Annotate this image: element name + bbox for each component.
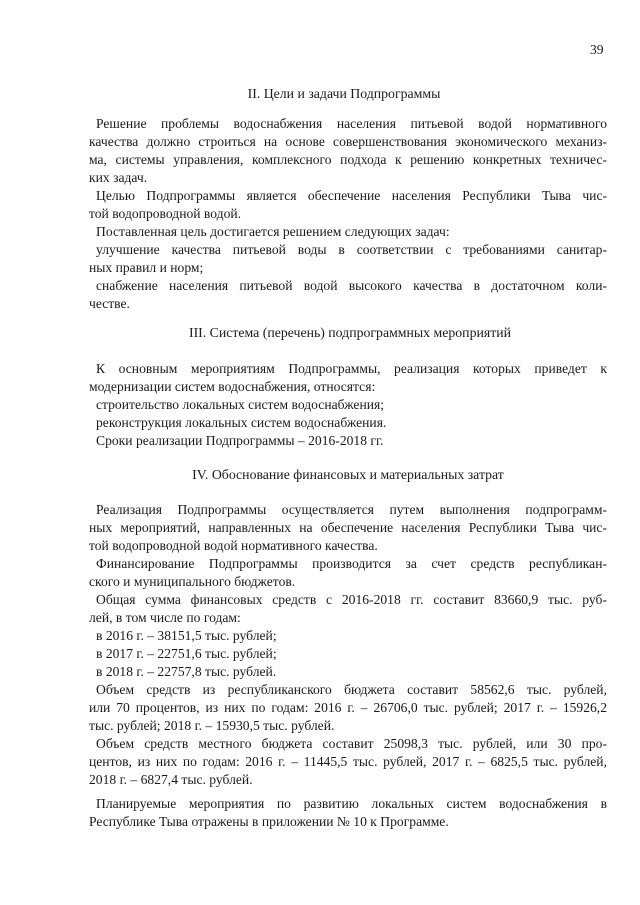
paragraph-line: той водопроводной водой. [89,206,242,221]
paragraph-line: Целью Подпрограммы является обеспечение населения Республики Тыва чис- [96,188,607,203]
paragraph-line: Объем средств из республиканского бюджета составит 58562,6 тыс. рублей, [96,682,607,697]
paragraph-line: ского и муниципального бюджетов. [89,574,296,589]
paragraph-line: Планируемые мероприятия по развитию локальных систем водоснабжения в [96,796,607,811]
paragraph-line: ма, системы управления, комплексного подхода к решению конкретных техничес- [89,152,607,167]
paragraph-line: той водопроводной водой нормативного качества. [89,538,378,553]
paragraph-line: или 70 процентов, из них по годам: 2016 г. – 26706,0 тыс. рублей; 2017 г. – 15926,2 [89,700,607,715]
paragraph-line: в 2018 г. – 22757,8 тыс. рублей. [96,664,277,679]
paragraph-line: ких задач. [89,170,148,185]
paragraph-line: честве. [89,296,130,311]
paragraph-line: в 2016 г. – 38151,5 тыс. рублей; [96,628,277,643]
section-heading-goals: II. Цели и задачи Подпрограммы [247,86,441,101]
paragraph-line: Решение проблемы водоснабжения населения питьевой водой нормативного [96,116,607,131]
paragraph-line: Финансирование Подпрограммы производится за счет средств республикан- [96,556,607,571]
section-heading-financing: IV. Обоснование финансовых и материальных затрат [192,467,504,482]
paragraph-line: качества должно строиться на основе совершенствования экономического механиз- [89,134,607,149]
paragraph-line: 2018 г. – 6827,4 тыс. рублей. [89,772,253,787]
paragraph-line: строительство локальных систем водоснабжения; [96,397,385,412]
paragraph-line: ных мероприятий, направленных на обеспечение населения Республики Тыва чис- [89,520,607,535]
paragraph-line: ных правил и норм; [89,260,204,275]
paragraph-line: тыс. рублей; 2018 г. – 15930,5 тыс. рублей. [89,718,335,733]
paragraph-line: реконструкция локальных систем водоснабжения. [96,415,387,430]
paragraph-line: Реализация Подпрограммы осуществляется путем выполнения подпрограмм- [96,502,607,517]
paragraph-line: Республике Тыва отражены в приложении № 10 к Программе. [89,814,449,829]
paragraph-line: снабжение населения питьевой водой высокого качества в достаточном коли- [96,278,607,293]
paragraph-line: центов, из них по годам: 2016 г. – 11445,5 тыс. рублей, 2017 г. – 6825,5 тыс. рублей, [89,754,607,769]
page-number: 39 [590,42,604,57]
paragraph-line: модернизации систем водоснабжения, относятся: [89,379,376,394]
paragraph-line: улучшение качества питьевой воды в соответствии с требованиями санитар- [96,242,607,257]
section-heading-activities: III. Система (перечень) подпрограммных мероприятий [188,325,511,340]
paragraph-line: Объем средств местного бюджета составит 25098,3 тыс. рублей, или 30 про- [96,736,607,751]
paragraph-line: лей, в том числе по годам: [89,610,241,625]
paragraph-line: Поставленная цель достигается решением следующих задач: [96,224,450,239]
paragraph-line: Сроки реализации Подпрограммы – 2016-2018 гг. [96,433,384,448]
paragraph-line: в 2017 г. – 22751,6 тыс. рублей; [96,646,277,661]
paragraph-line: Общая сумма финансовых средств с 2016-2018 гг. составит 83660,9 тыс. руб- [96,592,607,607]
paragraph-line: К основным мероприятиям Подпрограммы, реализация которых приведет к [96,361,607,376]
